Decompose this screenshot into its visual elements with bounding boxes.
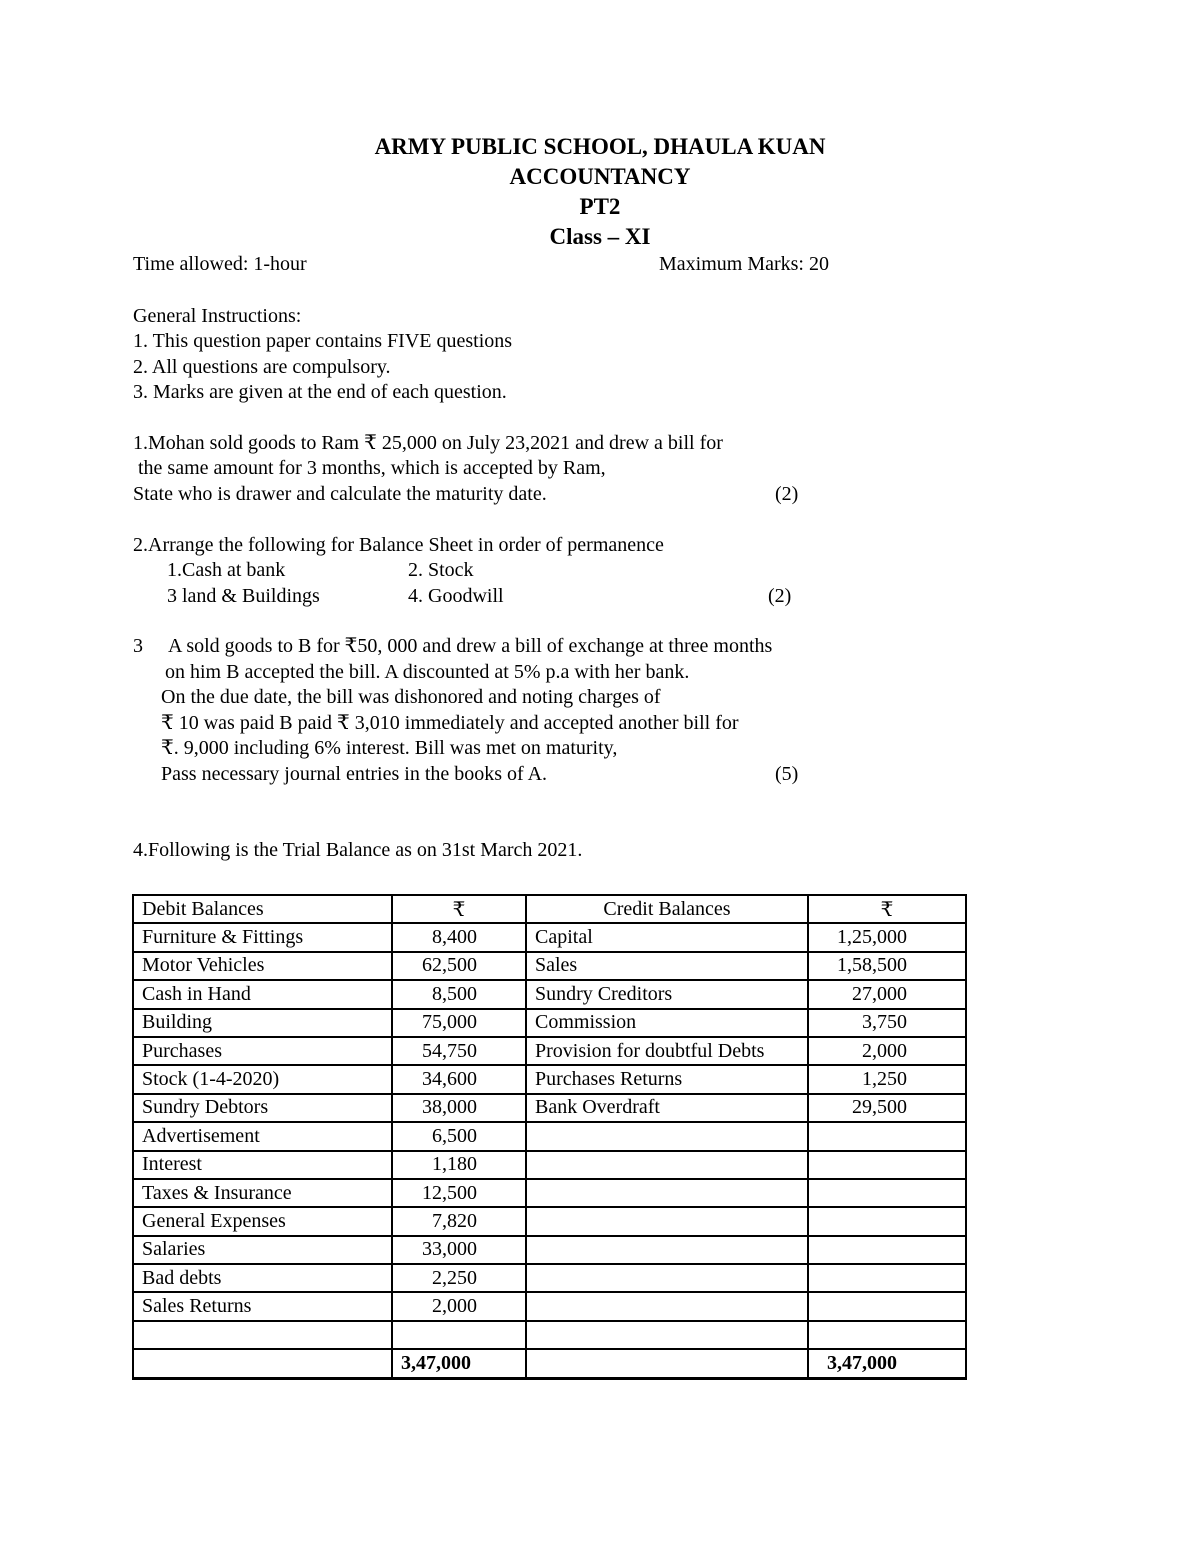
credit-account	[526, 1292, 808, 1320]
debit-account: Advertisement	[133, 1122, 392, 1150]
totals-row	[133, 1349, 966, 1378]
table-row	[133, 1207, 966, 1235]
credit-amount	[808, 1179, 966, 1207]
debit-account: Stock (1-4-2020)	[133, 1065, 392, 1093]
table-row	[133, 923, 966, 951]
credit-amount	[808, 1321, 966, 1349]
instruction-item: 3. Marks are given at the end of each question.	[133, 381, 507, 403]
question-2-line: 2.Arrange the following for Balance Sheet in order of permanence	[133, 534, 664, 556]
table-row	[133, 952, 966, 980]
credit-amount	[808, 1151, 966, 1179]
debit-amount: 8,400	[392, 923, 526, 951]
debit-amount: 12,500	[392, 1179, 526, 1207]
test-title: PT2	[579, 194, 621, 219]
debit-amount	[392, 1321, 526, 1349]
table-header-row	[133, 895, 966, 923]
credit-account	[526, 1151, 808, 1179]
header-rupee-credit: ₹	[808, 895, 966, 923]
debit-account: Furniture & Fittings	[133, 923, 392, 951]
credit-amount	[808, 1207, 966, 1235]
question-1-line: 1.Mohan sold goods to Ram ₹ 25,000 on July 23,2021 and drew a bill for	[133, 432, 723, 454]
header-credit-balances: Credit Balances	[526, 895, 808, 923]
debit-amount: 7,820	[392, 1207, 526, 1235]
question-3-line: On the due date, the bill was dishonored and noting charges of	[161, 686, 661, 708]
debit-amount: 75,000	[392, 1009, 526, 1037]
question-1-line: the same amount for 3 months, which is accepted by Ram,	[133, 457, 606, 479]
debit-total: 3,47,000	[392, 1349, 526, 1378]
table-row	[133, 980, 966, 1008]
debit-amount: 1,180	[392, 1151, 526, 1179]
credit-account	[526, 1321, 808, 1349]
credit-amount	[808, 1122, 966, 1150]
credit-amount: 2,000	[808, 1037, 966, 1065]
table-row	[133, 1065, 966, 1093]
credit-amount: 1,250	[808, 1065, 966, 1093]
debit-account: Building	[133, 1009, 392, 1037]
credit-amount: 1,58,500	[808, 952, 966, 980]
debit-amount: 54,750	[392, 1037, 526, 1065]
maximum-marks: Maximum Marks: 20	[659, 253, 829, 275]
question-2-item: 4. Goodwill	[408, 585, 504, 607]
debit-account: Taxes & Insurance	[133, 1179, 392, 1207]
time-allowed: Time allowed: 1-hour	[133, 253, 307, 275]
credit-amount: 3,750	[808, 1009, 966, 1037]
debit-amount: 2,000	[392, 1292, 526, 1320]
debit-amount: 8,500	[392, 980, 526, 1008]
debit-account: Sales Returns	[133, 1292, 392, 1320]
credit-account: Bank Overdraft	[526, 1094, 808, 1122]
totals-label-debit	[133, 1349, 392, 1378]
instruction-item: 2. All questions are compulsory.	[133, 356, 391, 378]
table-row	[133, 1179, 966, 1207]
credit-amount	[808, 1236, 966, 1264]
question-1-marks: (2)	[775, 483, 799, 505]
table-row	[133, 1094, 966, 1122]
credit-account	[526, 1122, 808, 1150]
table-row	[133, 1236, 966, 1264]
question-2-item: 1.Cash at bank	[167, 559, 286, 581]
subject-title: ACCOUNTANCY	[509, 164, 691, 189]
credit-amount: 29,500	[808, 1094, 966, 1122]
question-2-marks: (2)	[768, 585, 792, 607]
debit-amount: 62,500	[392, 952, 526, 980]
debit-account: Salaries	[133, 1236, 392, 1264]
credit-amount: 1,25,000	[808, 923, 966, 951]
question-2-item: 2. Stock	[408, 559, 474, 581]
credit-account	[526, 1236, 808, 1264]
credit-account	[526, 1179, 808, 1207]
credit-amount	[808, 1292, 966, 1320]
credit-account	[526, 1207, 808, 1235]
question-1-line: State who is drawer and calculate the maturity date.	[133, 483, 547, 505]
class-title: Class – XI	[549, 224, 651, 249]
table-row	[133, 1151, 966, 1179]
debit-amount: 33,000	[392, 1236, 526, 1264]
question-2-item: 3 land & Buildings	[167, 585, 320, 607]
credit-account: Commission	[526, 1009, 808, 1037]
table-row	[133, 1037, 966, 1065]
credit-account: Purchases Returns	[526, 1065, 808, 1093]
question-3-line: ₹. 9,000 including 6% interest. Bill was met on maturity,	[161, 737, 618, 759]
credit-total: 3,47,000	[808, 1349, 966, 1378]
debit-amount: 2,250	[392, 1264, 526, 1292]
debit-account: Purchases	[133, 1037, 392, 1065]
table-row	[133, 1264, 966, 1292]
instructions-heading: General Instructions:	[133, 305, 302, 327]
credit-account	[526, 1264, 808, 1292]
credit-amount	[808, 1264, 966, 1292]
header-rupee-debit: ₹	[392, 895, 526, 923]
header-debit-balances: Debit Balances	[133, 895, 392, 923]
debit-account: Cash in Hand	[133, 980, 392, 1008]
table-row	[133, 1122, 966, 1150]
table-row	[133, 1009, 966, 1037]
question-3-line: A sold goods to B for ₹50, 000 and drew a bill of exchange at three months	[168, 635, 773, 657]
question-4-line: 4.Following is the Trial Balance as on 31st March 2021.	[133, 839, 583, 861]
credit-account: Capital	[526, 923, 808, 951]
question-3-line: Pass necessary journal entries in the books of A.	[161, 763, 548, 785]
debit-account: Bad debts	[133, 1264, 392, 1292]
table-row	[133, 1292, 966, 1320]
instruction-item: 1. This question paper contains FIVE questions	[133, 330, 513, 352]
debit-account: Interest	[133, 1151, 392, 1179]
trial-balance-table	[132, 894, 967, 1380]
credit-account: Sales	[526, 952, 808, 980]
credit-account: Sundry Creditors	[526, 980, 808, 1008]
question-3-marks: (5)	[775, 763, 799, 785]
debit-account: Motor Vehicles	[133, 952, 392, 980]
debit-account: Sundry Debtors	[133, 1094, 392, 1122]
school-name: ARMY PUBLIC SCHOOL, DHAULA KUAN	[374, 134, 826, 159]
question-3-line: ₹ 10 was paid B paid ₹ 3,010 immediately and accepted another bill for	[161, 712, 739, 734]
question-3-number: 3	[133, 635, 143, 657]
totals-label-credit	[526, 1349, 808, 1378]
debit-amount: 38,000	[392, 1094, 526, 1122]
debit-account	[133, 1321, 392, 1349]
credit-account: Provision for doubtful Debts	[526, 1037, 808, 1065]
table-row-empty	[133, 1321, 966, 1349]
question-3-line: on him B accepted the bill. A discounted at 5% p.a with her bank.	[165, 661, 690, 683]
debit-account: General Expenses	[133, 1207, 392, 1235]
debit-amount: 34,600	[392, 1065, 526, 1093]
credit-amount: 27,000	[808, 980, 966, 1008]
debit-amount: 6,500	[392, 1122, 526, 1150]
